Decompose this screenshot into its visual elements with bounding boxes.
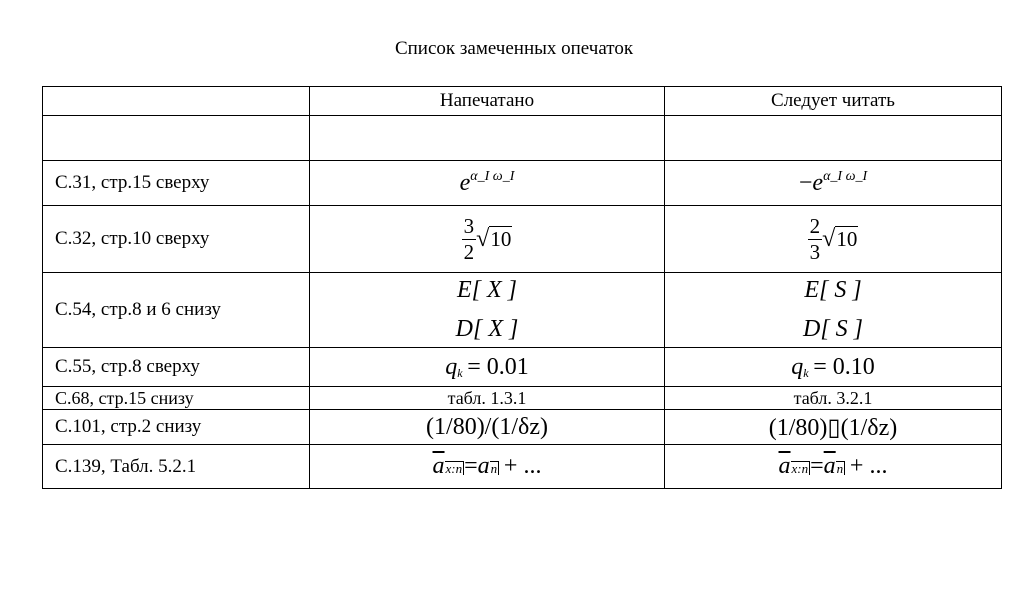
math-expr: (1/80)▯(1/δz) (768, 414, 898, 441)
radical-sign: √ (476, 225, 490, 252)
printed-cell (310, 348, 665, 387)
header-correct: Следует читать (665, 87, 1002, 116)
printed-cell (310, 273, 665, 348)
math-subscript: k (803, 365, 809, 380)
variance-expr: D[ X ] (455, 316, 519, 342)
location-cell: С.55, стр.8 сверху (43, 348, 310, 387)
math-value: = 0.01 (467, 353, 529, 380)
printed-cell (310, 410, 665, 445)
table-row (43, 410, 1002, 445)
math-value: = 0.10 (813, 353, 875, 380)
correct-cell (665, 273, 1002, 348)
radicand: 10 (836, 226, 858, 251)
math-var: $\overline{a}$ (432, 453, 445, 479)
location-cell: С.68, стр.15 снизу (43, 387, 310, 410)
table-row (43, 387, 1002, 410)
location-cell: С.32, стр.10 сверху (43, 206, 310, 273)
location-cell: С.139, Табл. 5.2.1 (43, 445, 310, 489)
fraction-denominator: 3 (809, 239, 821, 264)
table-header-row (43, 87, 1002, 116)
annuity-subscript: x:n (791, 461, 809, 476)
math-tail: + ... (503, 453, 542, 479)
printed-cell (310, 206, 665, 273)
math-expr: (1/80)/(1/δz) (426, 413, 548, 440)
math-eq: = (464, 453, 478, 479)
math-var: $\overline{a}$ (778, 453, 791, 479)
header-location (43, 87, 310, 116)
expectation-expr: E[ S ] (804, 277, 862, 303)
table-row (43, 445, 1002, 489)
correct-cell (665, 445, 1002, 489)
location-cell: С.31, стр.15 сверху (43, 161, 310, 206)
printed-cell: табл. 1.3.1 (310, 387, 665, 410)
empty-cell (310, 116, 665, 161)
expectation-expr: E[ X ] (457, 277, 517, 303)
math-var: a (477, 453, 490, 479)
math-eq: = (810, 453, 824, 479)
variance-expr: D[ S ] (802, 316, 863, 342)
annuity-subscript: n (836, 461, 844, 476)
math-base: e (459, 170, 471, 196)
table-row (43, 206, 1002, 273)
fraction-numerator: 3 (463, 214, 475, 239)
math-superscript: α_I ω_I (823, 169, 868, 184)
location-cell: С.54, стр.8 и 6 снизу (43, 273, 310, 348)
empty-cell (665, 116, 1002, 161)
fraction-numerator: 2 (809, 214, 821, 239)
table-row (43, 161, 1002, 206)
math-superscript: α_I ω_I (470, 169, 515, 184)
math-minus: − (798, 170, 813, 196)
correct-cell (665, 348, 1002, 387)
correct-cell (665, 161, 1002, 206)
printed-cell (310, 445, 665, 489)
fraction-denominator: 2 (463, 239, 475, 264)
annuity-subscript: x:n (445, 461, 463, 476)
fraction (808, 214, 823, 263)
sqrt (476, 226, 512, 253)
math-tail: + ... (849, 453, 888, 479)
radical-sign: √ (822, 225, 836, 252)
table-row (43, 348, 1002, 387)
math-var: q (445, 353, 458, 380)
table-row-empty (43, 116, 1002, 161)
sqrt (822, 226, 858, 253)
math-var: q (791, 353, 804, 380)
math-var: $\overline{a}$ (823, 453, 836, 479)
header-printed: Напечатано (310, 87, 665, 116)
page-title: Список замеченных опечаток (394, 38, 634, 59)
printed-cell (310, 161, 665, 206)
location-cell: С.101, стр.2 снизу (43, 410, 310, 445)
annuity-subscript: n (490, 461, 498, 476)
errata-table (42, 86, 1002, 489)
math-base: e (812, 170, 824, 196)
correct-cell: табл. 3.2.1 (665, 387, 1002, 410)
empty-cell (43, 116, 310, 161)
correct-cell (665, 206, 1002, 273)
fraction (462, 214, 477, 263)
table-row (43, 273, 1002, 348)
radicand: 10 (490, 226, 512, 251)
math-subscript: k (457, 365, 463, 380)
correct-cell (665, 410, 1002, 445)
